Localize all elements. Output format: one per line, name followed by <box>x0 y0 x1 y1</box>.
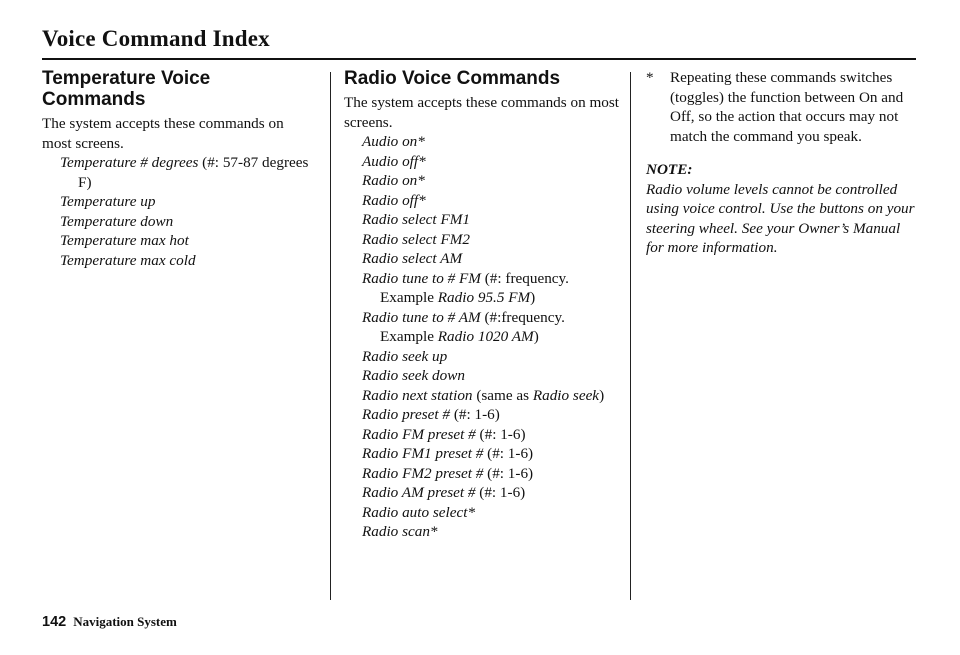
command-item <box>362 386 622 406</box>
page-title: Voice Command Index <box>42 26 270 51</box>
command-text: Radio seek down <box>362 367 465 384</box>
title-rule <box>42 58 916 60</box>
radio-intro: The system accepts these commands on most screens. <box>344 94 619 131</box>
command-item <box>362 483 622 503</box>
command-item <box>362 132 622 152</box>
command-item <box>362 269 622 308</box>
command-item <box>362 366 622 386</box>
command-text: Radio next station <box>362 386 473 404</box>
command-text: Radio select FM2 <box>362 230 470 248</box>
command-note: (#: 1-6) <box>483 464 534 482</box>
command-item <box>362 522 622 542</box>
command-text: Radio on* <box>362 172 425 189</box>
command-text: Radio tune to # AM <box>362 308 481 326</box>
running-footer: Navigation System <box>73 614 177 629</box>
command-item <box>362 464 622 484</box>
radio-command-list <box>344 132 622 542</box>
command-item <box>362 152 622 172</box>
command-item <box>60 153 316 192</box>
command-note-close: ) <box>530 289 536 306</box>
command-text: Radio FM1 preset # <box>362 445 484 462</box>
command-item <box>362 230 622 250</box>
command-item <box>60 231 316 251</box>
notes-section <box>646 68 920 258</box>
command-note: (#: 1-6) <box>450 406 500 423</box>
column-divider <box>330 72 331 600</box>
temperature-intro: The system accepts these commands on most screens. <box>42 115 284 152</box>
command-text: Temperature down <box>60 212 174 230</box>
command-item <box>362 210 622 230</box>
page-number: 142 <box>42 614 67 630</box>
command-example: Radio 95.5 FM <box>437 289 531 306</box>
command-item <box>362 249 622 269</box>
command-text: Radio auto select* <box>362 503 476 521</box>
radio-section <box>344 68 622 542</box>
temperature-heading: Temperature Voice Commands <box>42 68 211 110</box>
command-item <box>362 425 622 445</box>
command-item <box>60 212 316 232</box>
command-text: Radio seek up <box>362 347 448 365</box>
command-note: (#: 57-87 degrees F) <box>78 154 309 191</box>
note-body: Radio volume levels cannot be controlled using voice control. Use the buttons on your steering wheel. See your Owner’s Manual for more information. <box>646 180 915 256</box>
page-footer <box>42 614 177 630</box>
command-text: Radio tune to # FM <box>362 269 481 287</box>
asterisk-note-text: Repeating these commands switches (toggles) the function between On and Off, so the action that occurs may not match the command you speak. <box>670 69 904 145</box>
command-item <box>362 191 622 211</box>
command-text: Radio select AM <box>362 250 463 267</box>
command-item <box>362 444 622 464</box>
command-note: (#: 1-6) <box>483 445 534 462</box>
command-note: (#: 1-6) <box>475 484 526 501</box>
command-text: Radio preset # <box>362 406 451 423</box>
temperature-command-list <box>42 153 316 270</box>
command-text: Radio select FM1 <box>362 211 470 228</box>
command-note-close: ) <box>599 386 605 404</box>
command-example: Radio 1020 AM <box>437 328 534 345</box>
command-text: Temperature # degrees <box>60 154 199 171</box>
temperature-section <box>42 68 316 270</box>
command-text: Temperature up <box>60 193 156 210</box>
command-item <box>362 308 622 347</box>
command-text: Radio AM preset # <box>362 484 476 501</box>
command-example: Radio seek <box>532 386 600 404</box>
command-text: Audio off* <box>362 152 426 170</box>
command-text: Temperature max hot <box>60 232 189 249</box>
asterisk-symbol: * <box>646 69 654 86</box>
command-text: Temperature max cold <box>60 251 196 269</box>
command-note-close: ) <box>533 328 539 345</box>
column-divider <box>630 72 631 600</box>
command-item <box>362 347 622 367</box>
command-item <box>362 503 622 523</box>
command-text: Radio off* <box>362 191 426 209</box>
asterisk-note <box>646 68 920 146</box>
command-note: (#: frequency. Example <box>380 269 569 306</box>
command-text: Radio FM2 preset # <box>362 464 484 482</box>
note-label: NOTE: <box>646 161 693 178</box>
command-item <box>362 405 622 425</box>
radio-heading: Radio Voice Commands <box>344 68 561 89</box>
command-text: Audio on* <box>362 133 425 150</box>
command-note: (#: 1-6) <box>475 425 526 443</box>
command-text: Radio FM preset # <box>362 425 476 443</box>
command-text: Radio scan* <box>362 523 438 540</box>
command-note: (same as <box>472 386 533 404</box>
command-item <box>60 251 316 271</box>
command-item <box>362 171 622 191</box>
command-item <box>60 192 316 212</box>
command-note: (#:frequency. Example <box>380 308 565 345</box>
